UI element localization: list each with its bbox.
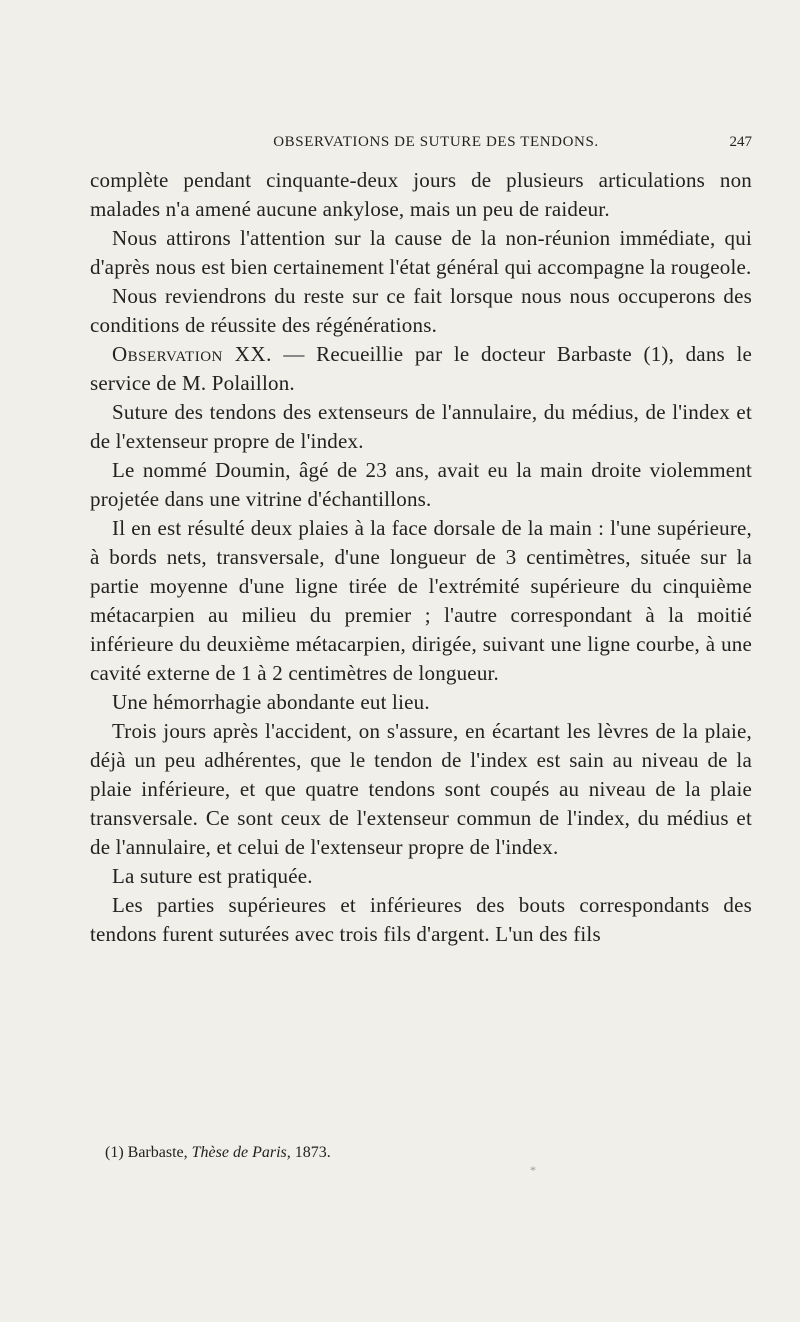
footnote-author: (1) Barbaste, <box>105 1144 188 1161</box>
paragraph: Une hémorrhagie abondante eut lieu. <box>112 690 430 714</box>
paragraph: La suture est pratiquée. <box>112 864 313 888</box>
page-number: 247 <box>729 134 752 150</box>
paragraph: Suture des tendons des extenseurs de l'annulaire, du médius, de l'index et de l'extenseur propre de l'index. <box>90 400 752 453</box>
paragraph: Le nommé Doumin, âgé de 23 ans, avait eu la main droite violemment projetée dans une vitrine d'échantillons. <box>90 458 752 511</box>
observation-heading <box>90 340 752 398</box>
paragraph: complète pendant cinquante-deux jours de plusieurs articulations non malades n'a amené aucune ankylose, mais un peu de raideur. <box>90 168 752 221</box>
paragraph: Nous reviendrons du reste sur ce fait lorsque nous nous occuperons des conditions de réussite des régénérations. <box>90 284 752 337</box>
footnote-year: 1873. <box>294 1144 331 1161</box>
body-text <box>90 166 752 949</box>
paragraph: Les parties supérieures et inférieures des bouts correspondants des tendons furent suturées avec trois fils d'argent. L'un des fils <box>90 893 752 946</box>
print-mark-icon: * <box>530 1163 536 1177</box>
paragraph: Nous attirons l'attention sur la cause de la non-réunion immédiate, qui d'après nous est bien certainement l'état général qui accompagne la rougeole. <box>90 226 752 279</box>
footnote-title: Thèse de Paris, <box>191 1144 291 1161</box>
paragraph: Il en est résulté deux plaies à la face dorsale de la main : l'une supérieure, à bords nets, transversale, d'une longueur de 3 centimètres, située sur la partie moyenne d'une ligne tirée de l'extrémité supérieure du cinquième métacarpien au milieu du premier ; l'autre correspondant à la moitié inférieure du deuxième métacarpien, dirigée, suivant une ligne courbe, à une cavité externe de 1 à 2 centimètres de longueur. <box>90 516 752 685</box>
page-header <box>120 134 752 158</box>
running-title: OBSERVATIONS DE SUTURE DES TENDONS. <box>273 134 599 150</box>
footnote <box>105 1144 755 1162</box>
paragraph: Trois jours après l'accident, on s'assure, en écartant les lèvres de la plaie, déjà un peu adhérentes, que le tendon de l'index est sain au niveau de la plaie inférieure, et que quatre tendons sont coupés au niveau de la plaie transversale. Ce sont ceux de l'extenseur commun de l'index, du médius et de l'annulaire, et celui de l'extenseur propre de l'index. <box>90 719 752 859</box>
observation-label: Observation XX. <box>112 342 272 366</box>
observation-source: — Recueillie par le docteur Barbaste (1), dans le service de M. Polaillon. <box>90 342 753 395</box>
